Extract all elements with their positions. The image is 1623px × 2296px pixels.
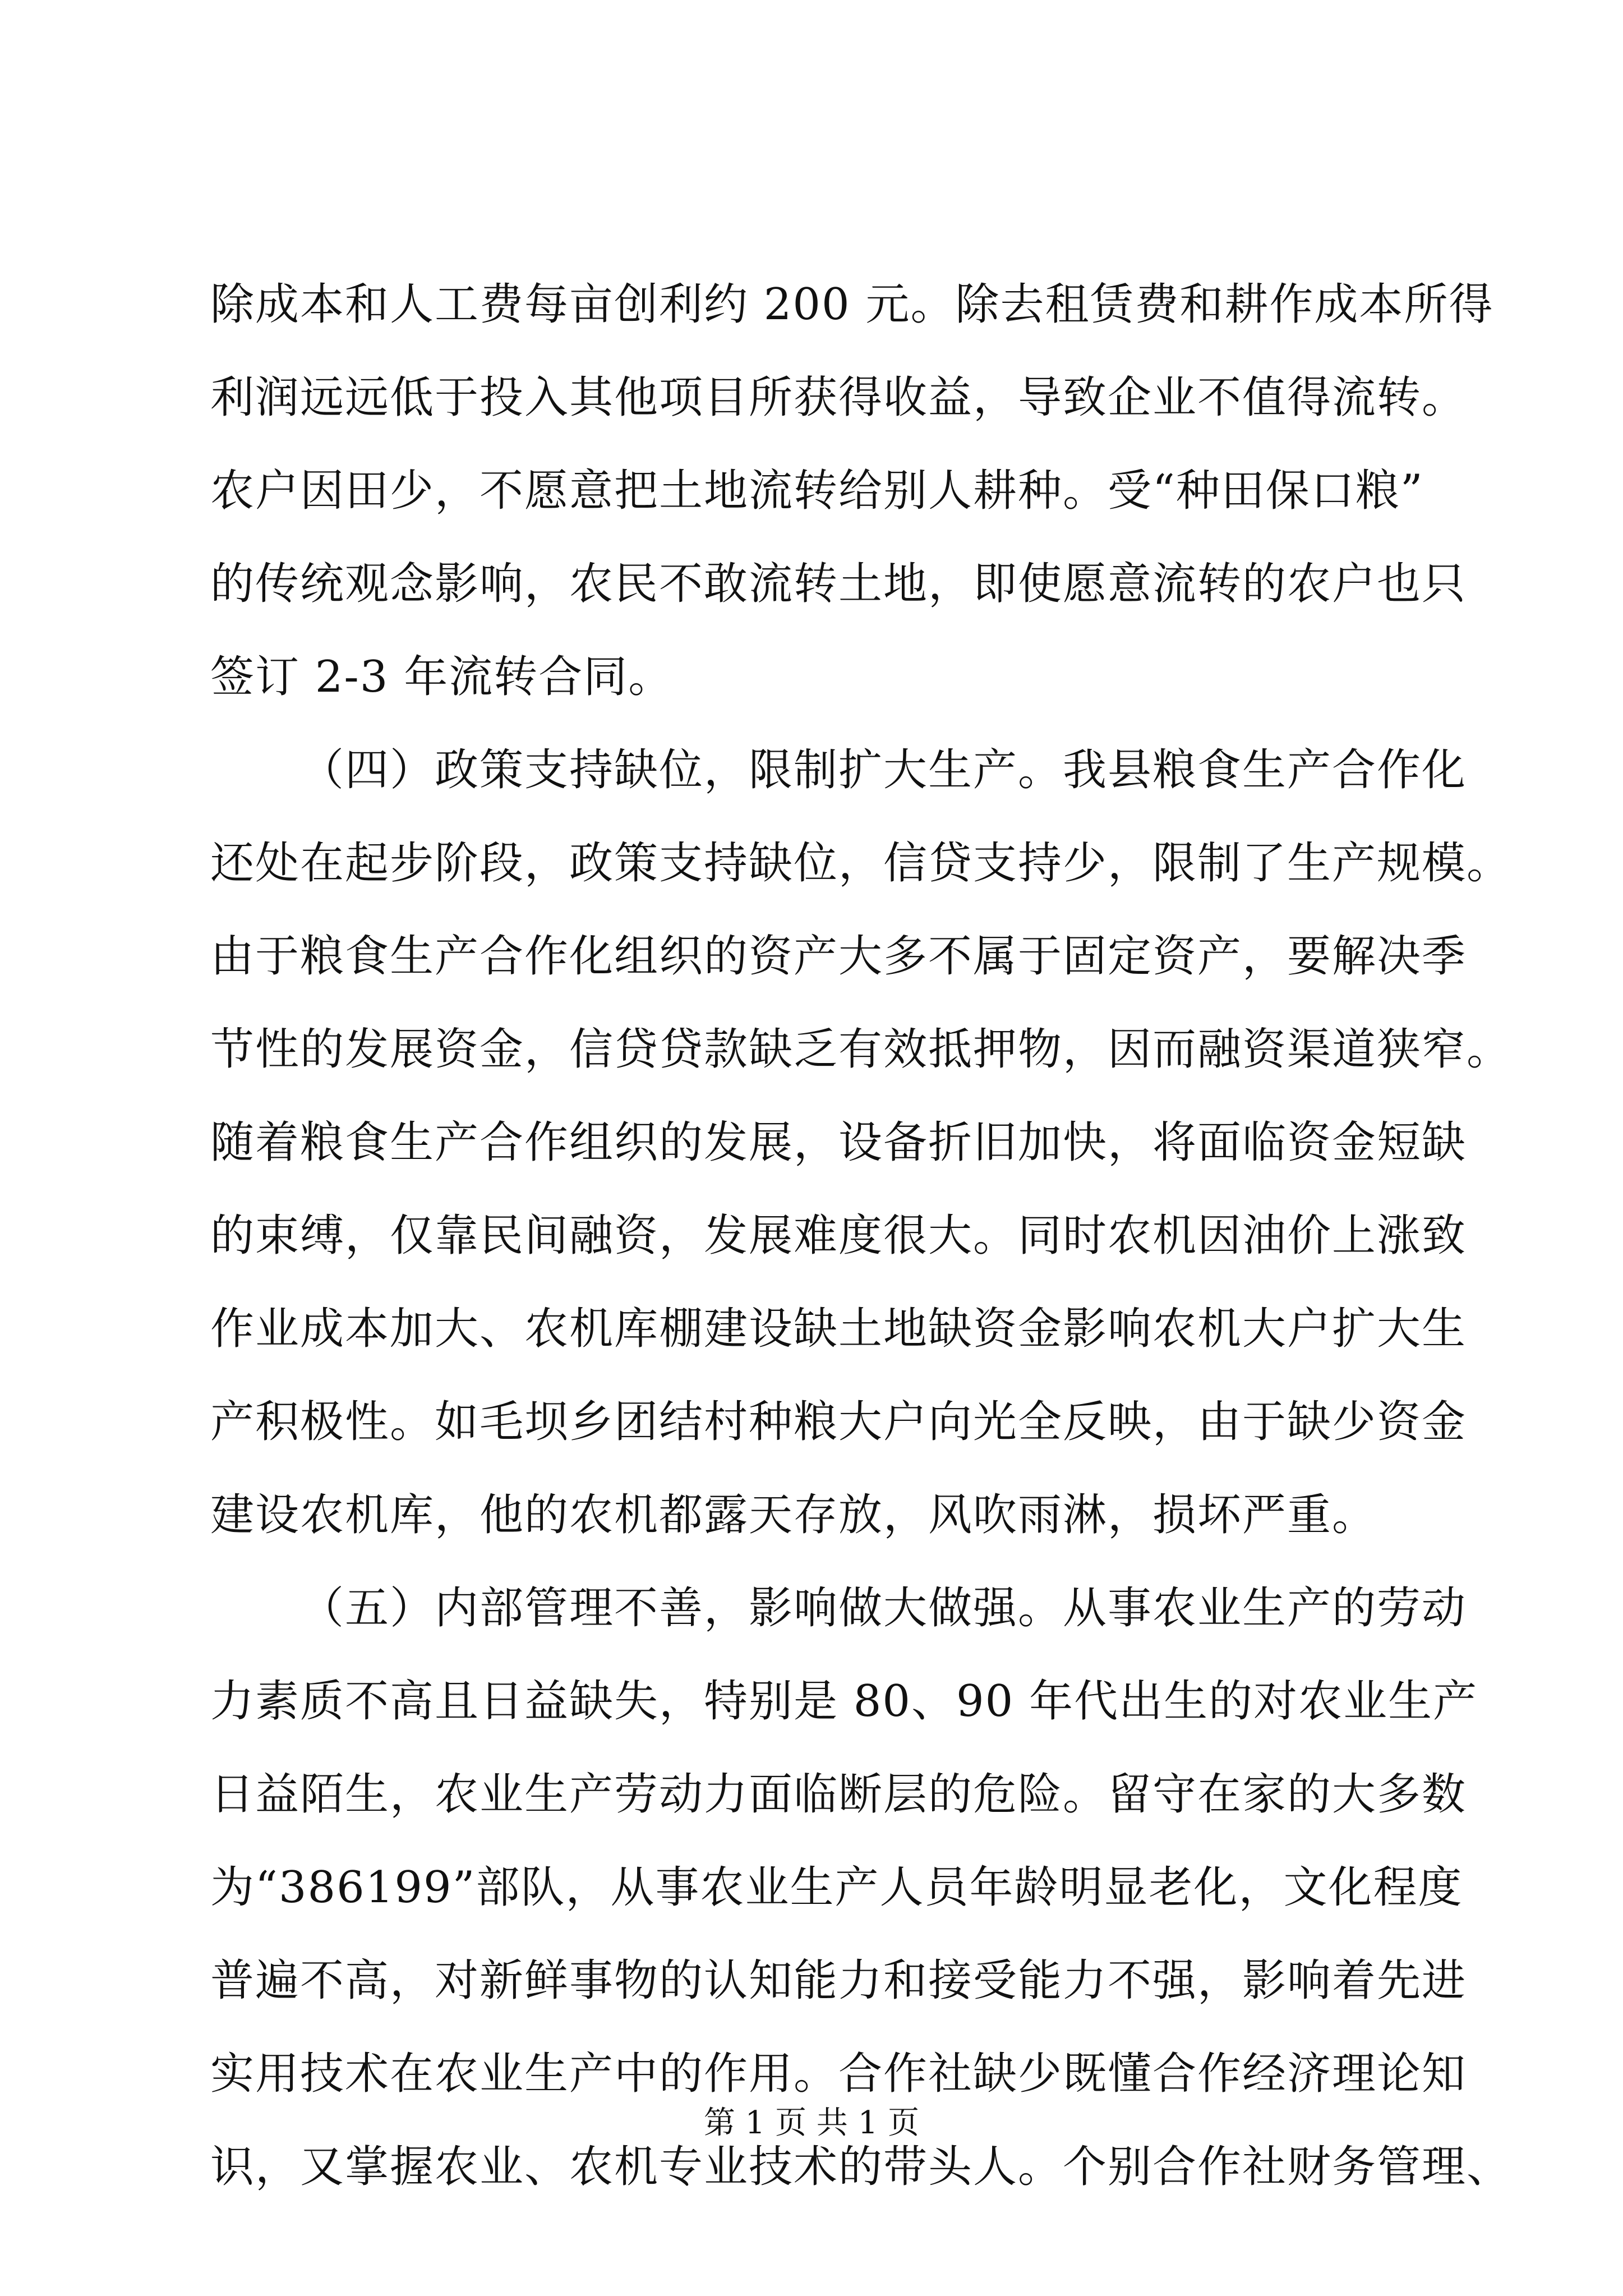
text-line-17: 日益陌生，农业生产劳动力面临断层的危险。留守在家的大多数 [210,1769,1467,1820]
text-line-11: 的束缚，仅靠民间融资，发展难度很大。同时农机因油价上涨致 [210,1211,1467,1261]
text-line-2: 利润远远低于投入其他项目所获得收益，导致企业不值得流转。 [210,372,1467,423]
text-line-8: 由于粮食生产合作化组织的资产大多不属于固定资产，要解决季 [210,931,1467,982]
text-line-7: 还处在起步阶段，政策支持缺位，信贷支持少，限制了生产规模。 [210,838,1512,889]
text-line-4: 的传统观念影响，农民不敢流转土地，即使愿意流转的农户也只 [210,559,1467,609]
text-line-1: 除成本和人工费每亩创利约 200 元。除去租赁费和耕作成本所得 [210,279,1494,330]
text-line-9: 节性的发展资金，信贷贷款缺乏有效抵押物，因而融资渠道狭窄。 [210,1024,1512,1075]
text-line-21: 识，又掌握农业、农机专业技术的带头人。个别合作社财务管理、 [210,2142,1512,2192]
text-line-12: 作业成本加大、农机库棚建设缺土地缺资金影响农机大户扩大生 [210,1304,1467,1354]
page-footer: 第 1 页 共 1 页 [703,2105,920,2141]
text-line-20: 实用技术在农业生产中的作用。合作社缺少既懂合作经济理论知 [210,2049,1467,2099]
text-line-5: 签订 2-3 年流转合同。 [210,652,674,702]
text-line-16: 力素质不高且日益缺失，特别是 80、90 年代出生的对农业生产 [210,1676,1478,1727]
text-line-15: （五）内部管理不善，影响做大做强。从事农业生产的劳动 [300,1583,1467,1634]
text-line-10: 随着粮食生产合作组织的发展，设备折旧加快，将面临资金短缺 [210,1117,1467,1168]
text-line-3: 农户因田少，不愿意把土地流转给别人耕种。受“种田保口粮” [210,466,1424,516]
text-line-19: 普遍不高，对新鲜事物的认知能力和接受能力不强，影响着先进 [210,1955,1467,2006]
text-line-6: （四）政策支持缺位，限制扩大生产。我县粮食生产合作化 [300,745,1467,795]
text-line-14: 建设农机库，他的农机都露天存放，风吹雨淋，损坏严重。 [210,1490,1377,1540]
text-line-18: 为“386199”部队，从事农业生产人员年龄明显老化，文化程度 [210,1862,1463,1913]
text-line-13: 产积极性。如毛坝乡团结村种粮大户向光全反映，由于缺少资金 [210,1397,1467,1447]
body-text [210,258,1512,2214]
